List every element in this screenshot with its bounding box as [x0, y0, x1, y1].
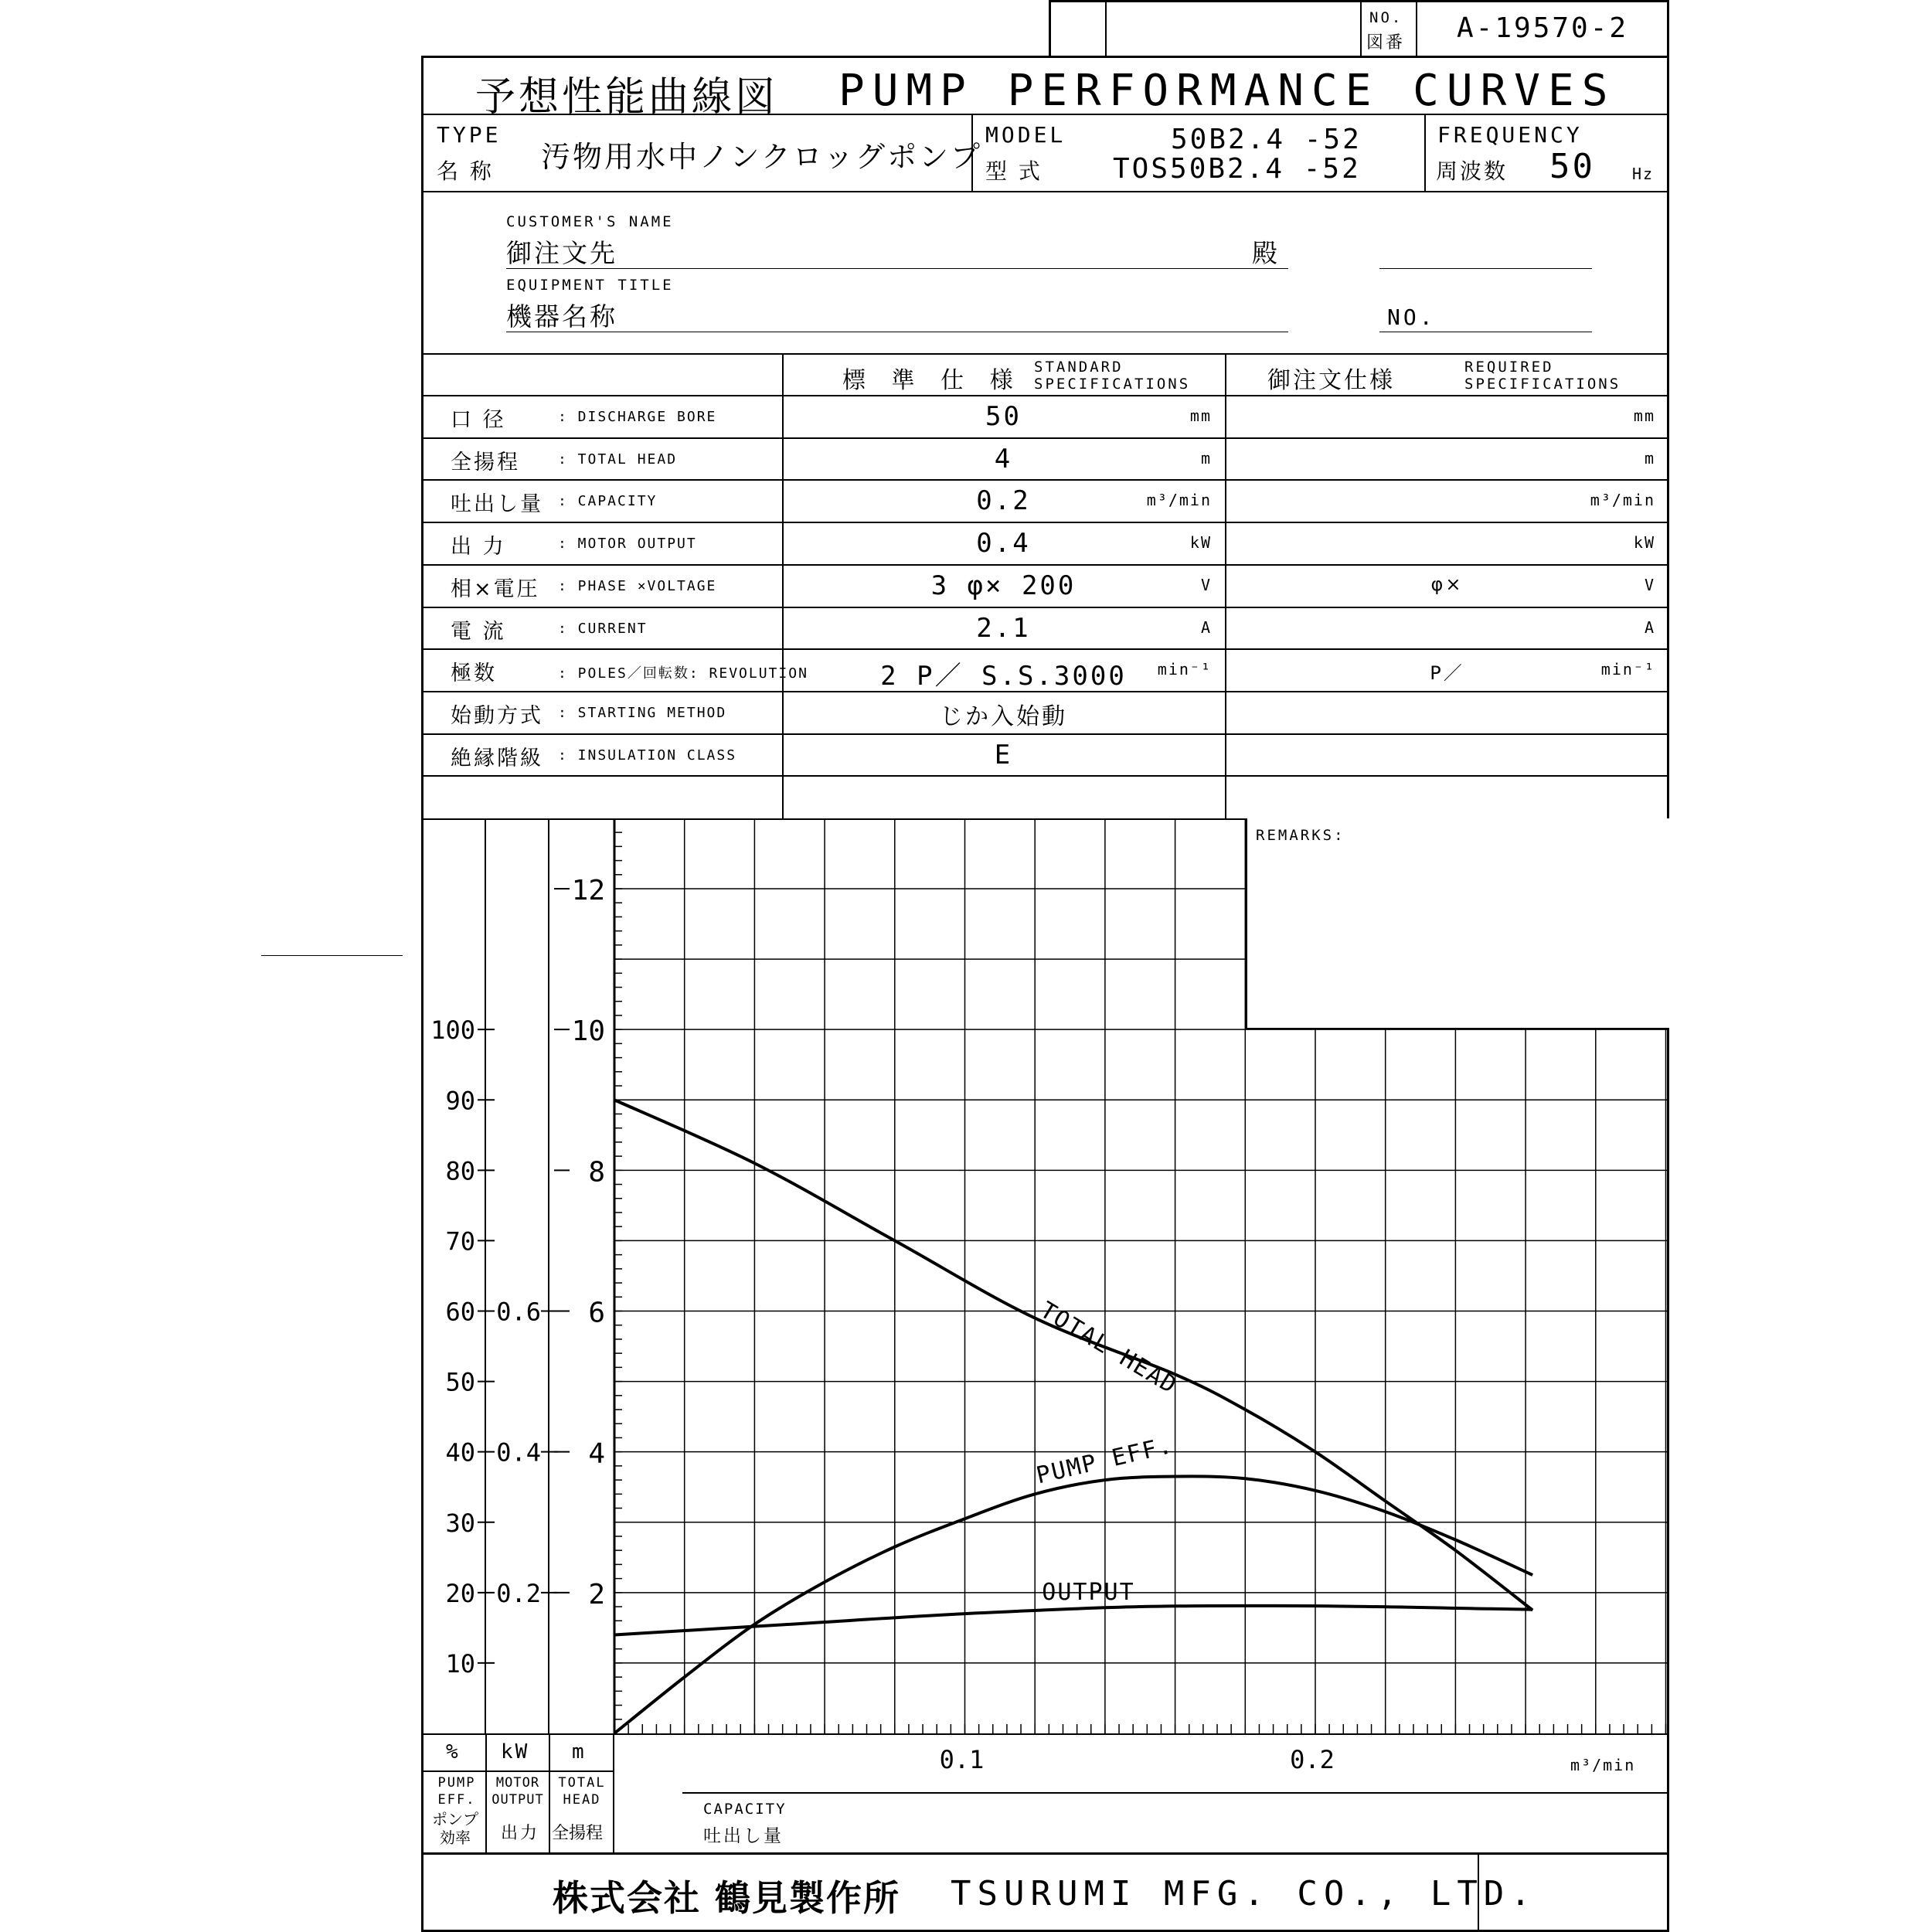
- capacity-jp: 吐出し量: [703, 1826, 784, 1846]
- head-tick-label: 12: [571, 875, 605, 906]
- spec-row-label-jp: 始動方式: [451, 703, 543, 728]
- model-label: MODEL: [985, 122, 1066, 148]
- standard-spec-jp: 標 準 仕 様: [842, 367, 1022, 394]
- model-label-jp: 型 式: [985, 158, 1043, 184]
- spec-row-standard-unit: m: [1200, 448, 1212, 468]
- pump-eff-unit: %: [446, 1740, 461, 1764]
- spec-row-standard-unit: mm: [1189, 406, 1212, 425]
- spec-row-label-en: : MOTOR OUTPUT: [558, 536, 697, 553]
- drawing-no-label-jp: 図番: [1366, 33, 1406, 53]
- eff-tick-label: 40: [445, 1437, 475, 1468]
- spec-row-label-en: : TOTAL HEAD: [558, 451, 678, 468]
- standard-spec-en1: STANDARD: [1034, 359, 1124, 376]
- spec-row-required-unit: kW: [1633, 533, 1655, 553]
- remarks-label: REMARKS:: [1256, 827, 1345, 844]
- total-head-unit: m: [572, 1740, 587, 1764]
- spec-row-required-unit: min⁻¹: [1600, 660, 1655, 679]
- spec-row-required-unit: V: [1644, 575, 1655, 594]
- drawing-no-label: NO.: [1369, 9, 1403, 26]
- spec-row-label-jp: 全揚程: [451, 450, 520, 474]
- spec-row-required-unit: A: [1644, 617, 1655, 637]
- model-value-1: 50B2.4 -52: [1171, 124, 1362, 155]
- eff-tick-label: 100: [430, 1015, 475, 1046]
- spec-row-standard: じか入始動: [940, 702, 1067, 730]
- spec-row-label-jp: 口 径: [451, 408, 506, 432]
- spec-row-label-jp: 相×電圧: [451, 577, 540, 601]
- model-value-2: TOS50B2.4 -52: [1113, 153, 1361, 185]
- required-spec-jp: 御注文仕様: [1267, 367, 1395, 394]
- pump-eff-jp: ポンプ効率: [432, 1810, 478, 1847]
- spec-row-label-en: : INSULATION CLASS: [558, 747, 737, 764]
- remarks-box: [1246, 818, 1669, 1029]
- pump-eff-en: PUMP EFF.: [437, 1775, 476, 1808]
- total-head-label: TOTAL HEAD: [1035, 1296, 1182, 1400]
- head-tick-label: 6: [588, 1297, 605, 1329]
- capacity-unit: m³/min: [1570, 1756, 1636, 1774]
- eff-tick-label: 30: [445, 1508, 475, 1538]
- spec-row-label-en: : POLES／回転数: REVOLUTION: [558, 665, 808, 682]
- spec-row-standard-unit: V: [1200, 575, 1212, 594]
- spec-row-label-en: : PHASE ×VOLTAGE: [558, 577, 717, 594]
- spec-row-standard: 2.1: [976, 612, 1031, 644]
- spec-row-standard-unit: A: [1200, 617, 1212, 637]
- equipment-label-jp: 機器名称: [506, 301, 617, 332]
- x-tick-label: 0.2: [1290, 1745, 1335, 1774]
- spec-row-standard-unit: min⁻¹: [1157, 660, 1212, 679]
- frequency-value: 50: [1549, 147, 1595, 186]
- total-head-jp: 全揚程: [552, 1824, 604, 1843]
- spec-row-label-jp: 出 力: [451, 535, 506, 560]
- eff-tick-label: 10: [445, 1648, 475, 1679]
- company-en: TSURUMI MFG. CO., LTD.: [951, 1874, 1537, 1913]
- company-jp: 株式会社 鶴見製作所: [553, 1877, 901, 1919]
- spec-row-required-unit: mm: [1633, 406, 1655, 425]
- output-tick-label: 0.2: [496, 1578, 541, 1608]
- drawing-number: A-19570-2: [1457, 12, 1629, 44]
- spec-row-required: φ×: [1430, 573, 1464, 595]
- frequency-unit: Hz: [1632, 165, 1655, 183]
- output-label: OUTPUT: [1042, 1578, 1135, 1606]
- eff-tick-label: 90: [445, 1086, 475, 1116]
- spec-row-label-jp: 絶縁階級: [451, 746, 543, 770]
- customer-label: CUSTOMER'S NAME: [506, 213, 674, 230]
- spec-row-standard: 50: [985, 401, 1022, 432]
- capacity-en: CAPACITY: [703, 1801, 787, 1818]
- type-value: 汚物用水中ノンクロッグポンプ: [541, 140, 982, 174]
- spec-row-required-unit: m: [1644, 448, 1655, 468]
- spec-row-standard: 0.4: [976, 528, 1031, 560]
- total-head-en: TOTAL HEAD: [558, 1775, 606, 1808]
- output-tick-label: 0.6: [496, 1297, 541, 1327]
- eff-tick-label: 50: [445, 1367, 475, 1397]
- eff-tick-label: 20: [445, 1578, 475, 1608]
- margin-mark: [261, 955, 403, 956]
- spec-row-required-unit: m³/min: [1590, 491, 1655, 510]
- eff-tick-label: 60: [445, 1297, 475, 1327]
- spec-row-label-jp: 極数: [451, 662, 497, 686]
- spec-row-label-en: : CAPACITY: [558, 493, 658, 510]
- type-label: TYPE: [437, 122, 502, 148]
- spec-row-standard-unit: kW: [1189, 533, 1212, 553]
- eff-tick-label: 70: [445, 1226, 475, 1257]
- spec-row-required: P／: [1430, 662, 1464, 685]
- title-jp: 予想性能曲線図: [475, 74, 779, 121]
- required-spec-en1: REQUIRED: [1464, 359, 1554, 376]
- spec-row-label-en: : DISCHARGE BORE: [558, 409, 717, 425]
- spec-row-label-jp: 吐出し量: [451, 492, 543, 517]
- spec-row-standard: 2 P／ S.S.3000: [880, 661, 1127, 692]
- equipment-label: EQUIPMENT TITLE: [506, 277, 674, 294]
- head-tick-label: 8: [588, 1156, 605, 1189]
- x-tick-label: 0.1: [939, 1745, 985, 1774]
- head-tick-label: 10: [571, 1015, 605, 1048]
- spec-row-label-en: : STARTING METHOD: [558, 704, 727, 721]
- spec-row-standard: 4: [994, 443, 1013, 474]
- head-tick-label: 2: [588, 1578, 605, 1611]
- frequency-label: FREQUENCY: [1437, 122, 1583, 148]
- spec-row-standard: E: [994, 739, 1013, 770]
- motor-output-en: MOTOR OUTPUT: [492, 1775, 544, 1808]
- required-spec-en2: SPECIFICATIONS: [1464, 376, 1621, 393]
- standard-spec-en2: SPECIFICATIONS: [1034, 376, 1191, 393]
- customer-suffix: 殿: [1252, 238, 1280, 268]
- motor-output-jp: 出力: [501, 1824, 540, 1843]
- spec-row-label-jp: 電 流: [451, 619, 506, 644]
- equipment-no-label: NO.: [1387, 304, 1436, 330]
- frequency-label-jp: 周波数: [1436, 158, 1509, 184]
- pump-eff-label: PUMP EFF.: [1033, 1431, 1176, 1490]
- eff-tick-label: 80: [445, 1156, 475, 1186]
- head-tick-label: 4: [588, 1437, 605, 1470]
- type-label-jp: 名 称: [437, 158, 494, 184]
- motor-output-unit: kW: [501, 1740, 530, 1764]
- title-en: PUMP PERFORMANCE CURVES: [838, 66, 1616, 116]
- customer-label-jp: 御注文先: [506, 238, 617, 268]
- spec-row-standard-unit: m³/min: [1146, 491, 1212, 510]
- spec-row-standard: 3 φ× 200: [930, 570, 1077, 601]
- spec-row-standard: 0.2: [976, 485, 1031, 517]
- output-tick-label: 0.4: [496, 1437, 541, 1468]
- spec-row-label-en: : CURRENT: [558, 620, 648, 637]
